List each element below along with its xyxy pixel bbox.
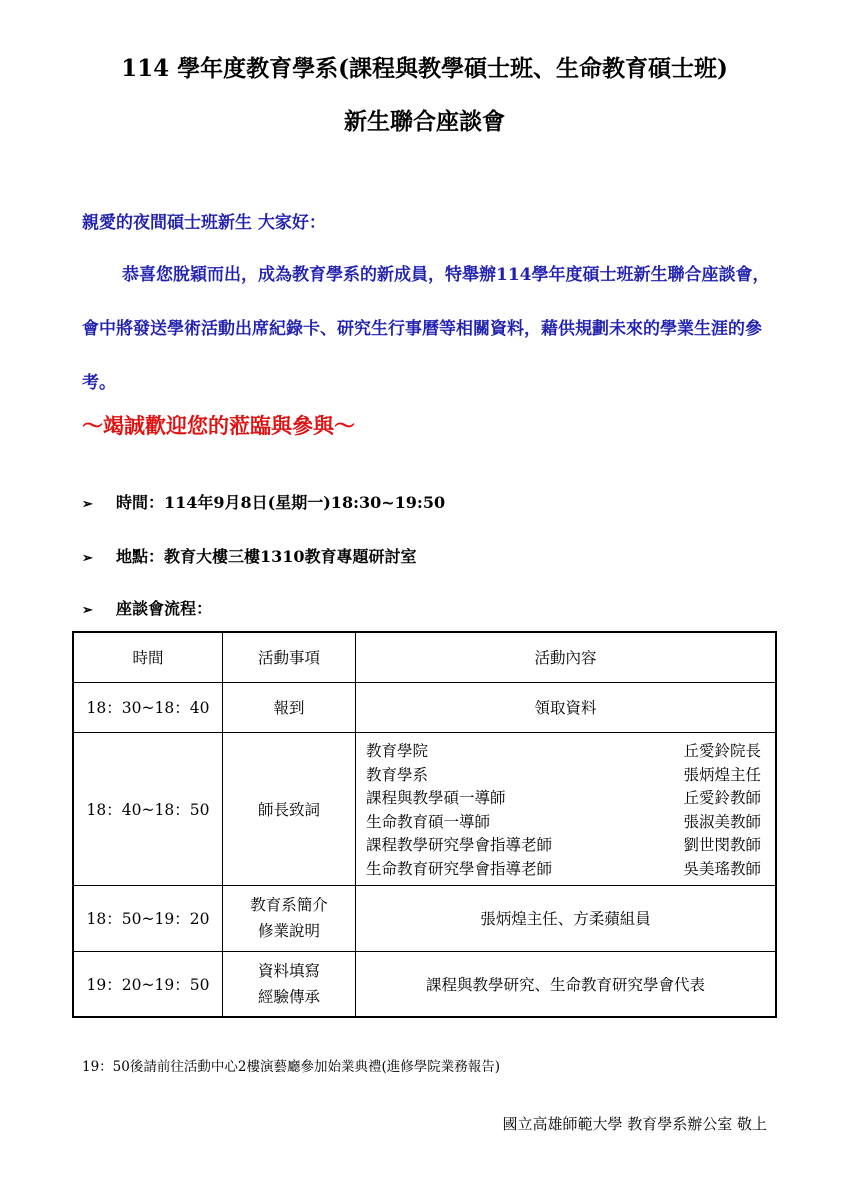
page-subtitle: 新生聯合座談會 [344,108,505,135]
row-time: 18：40~18：50 [73,732,223,885]
row-item [223,951,356,1017]
speaker-entry [366,764,761,788]
arrow-right-icon: ➢ [82,497,93,512]
arrow-right-icon: ➢ [82,603,93,618]
greeting: 親愛的夜間碩士班新生 大家好： [82,213,326,233]
speaker-person: 張淑美教師 [683,812,761,831]
speaker-person: 劉世閔教師 [683,836,761,854]
table-row [73,682,776,732]
speaker-unit: 教育學系 [366,765,429,784]
row-time: 18：30~18：40 [73,682,223,732]
table-row [73,732,776,885]
table-row [73,885,776,951]
speaker-person: 張炳煌主任 [683,765,761,784]
table-header-row [73,632,776,682]
speaker-unit: 課程教學研究學會指導老師 [366,836,553,854]
table-row [73,951,776,1017]
speaker-person: 吳美瑤教師 [683,859,761,878]
page-title: 114 學年度教育學系(課程與教學碩士班、生命教育碩士班) [121,55,728,82]
welcome-message: ～竭誠歡迎您的蒞臨與參與～ [82,413,355,438]
header-item: 活動事項 [223,632,356,682]
row-item-line: 教育系簡介 [250,896,328,914]
speaker-entry [366,858,761,882]
row-item-line: 資料填寫 [257,961,320,980]
speaker-unit: 教育學院 [366,742,429,760]
bullet-text: 座談會流程： [116,599,213,618]
header-content: 活動內容 [356,632,777,682]
row-content: 課程與教學研究、生命教育研究學會代表 [356,951,777,1017]
bullet-time [82,490,445,513]
speaker-unit: 課程與教學碩一導師 [366,789,506,807]
row-item-line: 修業說明 [257,922,320,940]
speaker-person: 丘愛鈴教師 [683,789,761,807]
speaker-entry [366,811,761,835]
schedule-table [72,631,777,1018]
row-time: 19：20~19：50 [73,951,223,1017]
row-item: 師長致詞 [223,732,356,885]
signature: 國立高雄師範大學 教育學系辦公室 敬上 [502,1115,767,1133]
row-item [223,885,356,951]
header-time: 時間 [73,632,223,682]
row-content: 領取資料 [356,682,777,732]
bullet-text: 地點：教育大樓三樓1310教育專題研討室 [116,547,417,566]
bullet-text: 時間：114年9月8日(星期一)18:30~19:50 [116,493,446,512]
row-time: 18：50~19：20 [73,885,223,951]
speaker-list [356,732,777,885]
speaker-entry [366,787,761,811]
row-item: 報到 [223,682,356,732]
speaker-person: 丘愛鈴院長 [683,742,761,760]
speaker-entry [366,834,761,858]
bullet-location [82,544,417,567]
bullet-agenda [82,596,212,619]
speaker-unit: 生命教育碩一導師 [366,812,491,831]
speaker-entry [366,740,761,764]
arrow-right-icon: ➢ [82,551,93,566]
speaker-unit: 生命教育研究學會指導老師 [366,859,553,878]
row-content: 張炳煌主任、方柔蘋組員 [356,885,777,951]
invitation-paragraph: 恭喜您脫穎而出，成為教育學系的新成員，特舉辦114學年度碩士班新生聯合座談會，會中將發送學術活動出席紀錄卡、研究生行事曆等相關資料，藉供規劃未來的學業生涯的參考。 [82,265,770,393]
row-item-line: 經驗傳承 [257,987,320,1006]
footnote: 19：50後請前往活動中心2樓演藝廳參加始業典禮(進修學院業務報告) [82,1059,500,1075]
